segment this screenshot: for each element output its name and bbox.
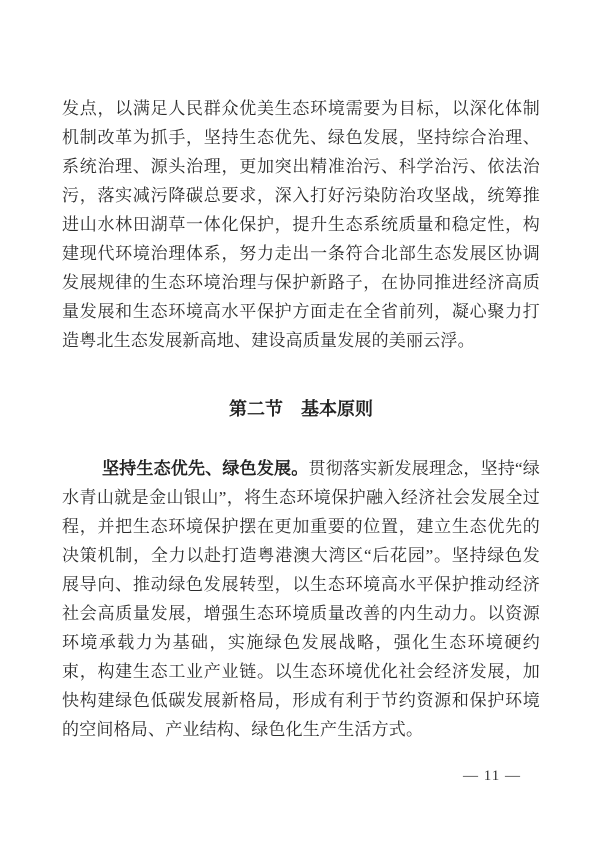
body-paragraph-1: 发点，以满足人民群众优美生态环境需要为目标，以深化体制机制改革为抓手，坚持生态优先、绿色发展，坚持综合治理、系统治理、源头治理，更加突出精准治污、科学治污、依法治污，落实减污降碳总要求，深入打好污染防治攻坚战，统筹推进山水林田湖草一体化保护，提升生态系统质量和稳定性，构建现代环境治理体系，努力走出一条符合北部生态发展区协调发展规律的生态环境治理与保护新路子，在协同推进经济高质量发展和生态环境高水平保护方面走在全省前列，凝心聚力打造粤北生态发展新高地、建设高质量发展的美丽云浮。 [62, 99, 540, 350]
body-paragraph-2 [62, 454, 540, 744]
document-content [62, 94, 540, 744]
paragraph-2-body: 贯彻落实新发展理念，坚持“绿水青山就是金山银山”，将生态环境保护融入经济社会发展全过程，并把生态环境保护摆在更加重要的位置，建立生态优先的决策机制，全力以赴打造粤港澳大湾区“后花园”。坚持绿色发展导向、推动绿色发展转型，以生态环境高水平保护推动经济社会高质量发展，增强生态环境质量改善的内生动力。以资源环境承载力为基础，实施绿色发展战略，强化生态环境硬约束，构建生态工业产业链。以生态环境优化社会经济发展，加快构建绿色低碳发展新格局，形成有利于节约资源和保护环境的空间格局、产业结构、绿色化生产生活方式。 [62, 459, 540, 739]
paragraph-2-lead-bold: 坚持生态优先、绿色发展。 [101, 459, 309, 478]
page-number: — 11 — [463, 768, 521, 784]
section-heading: 第二节 基本原则 [229, 399, 373, 419]
